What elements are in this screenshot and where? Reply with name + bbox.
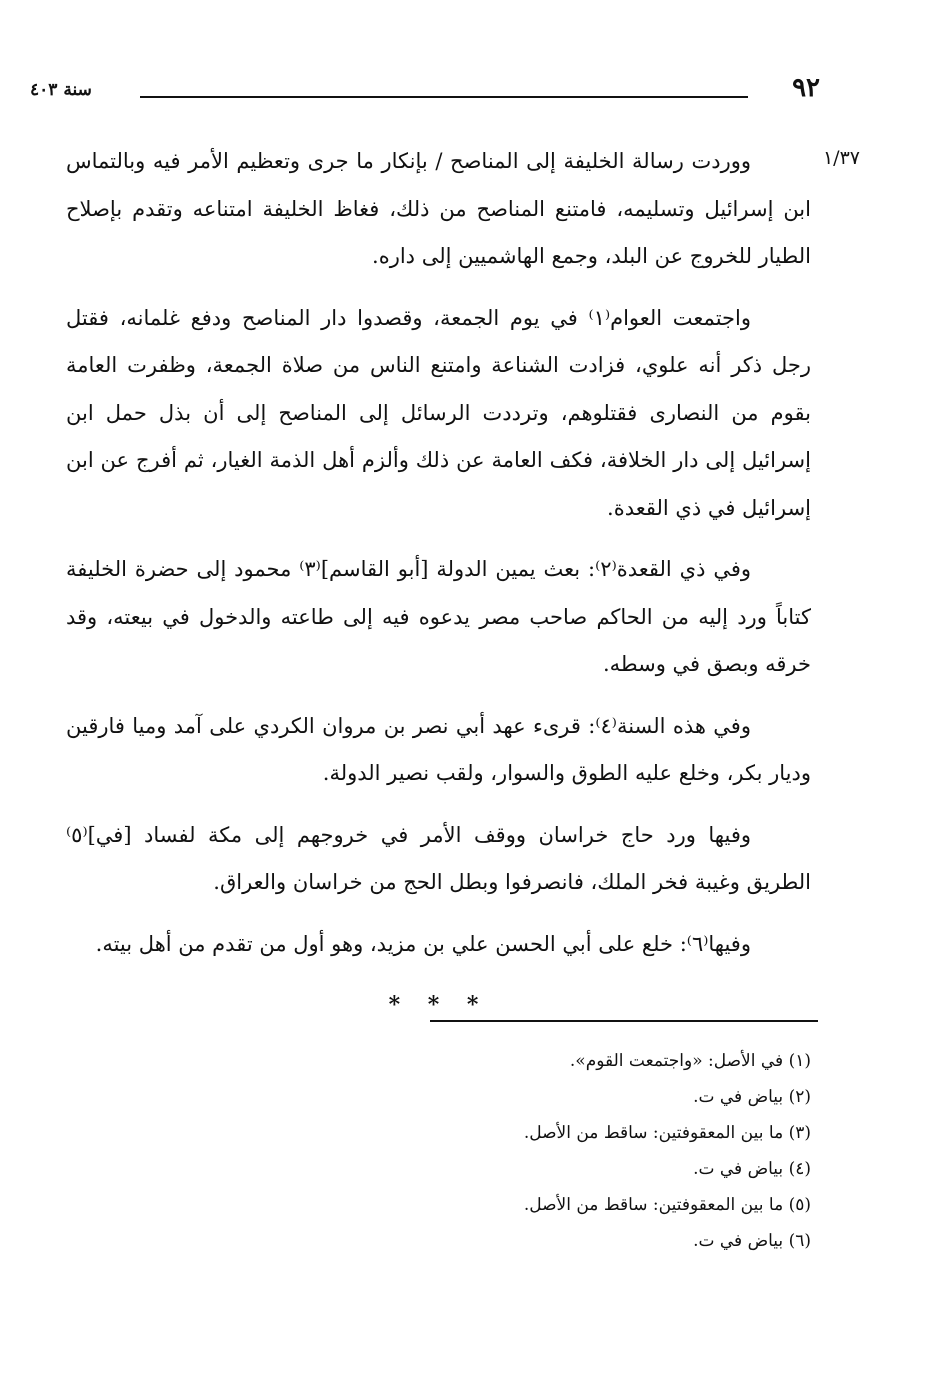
footnote: (٥) ما بين المعقوفتين: ساقط من الأصل. xyxy=(523,1195,811,1215)
running-header xyxy=(30,70,820,110)
main-text xyxy=(66,138,811,1030)
paragraph: واجتمعت العوام⁽١⁾ في يوم الجمعة، وقصدوا دار المناصح ودفع غلمانه، فقتل رجل ذكر أنه علوي، فزادت الشناعة وامتنع الناس من صلاة الجمعة، وظفرت العامة بقوم من النصارى فقتلوهم، وترددت الرسائل إلى المناصح إلى أن بذل حمل ابن إسرائيل إلى دار الخلافة، فكف العامة عن ذلك وألزم أهل الذمة الغيار، ثم أفرج عن ابن إسرائيل في ذي القعدة. xyxy=(66,305,811,520)
header-rule xyxy=(140,96,748,98)
section-separator: * * * xyxy=(388,992,489,1018)
footnote-rule xyxy=(430,1020,818,1022)
marginal-manuscript-ref: ١/٣٧ xyxy=(822,147,860,169)
footnote: (٢) بياض في ت. xyxy=(693,1087,811,1107)
paragraph: وفيها⁽٦⁾: خلع على أبي الحسن علي بن مزيد، وهو أول من تقدم من أهل بيته. xyxy=(95,931,751,956)
page-number: ٩٢ xyxy=(792,73,820,103)
running-head-year: سنة ٤٠٣ xyxy=(30,80,92,100)
footnotes xyxy=(251,1043,811,1259)
footnote: (١) في الأصل: «واجتمعت القوم». xyxy=(569,1051,811,1071)
paragraph: وفيها ورد حاج خراسان ووقف الأمر في خروجهم إلى مكة لفساد [في]⁽٥⁾ الطريق وغيبة فخر الملك، فانصرفوا وبطل الحج من خراسان والعراق. xyxy=(66,822,811,894)
paragraph: وفي هذه السنة⁽٤⁾: قرىء عهد أبي نصر بن مروان الكردي على آمد وميا فارقين وديار بكر، وخلع عليه الطوق والسوار، ولقب نصير الدولة. xyxy=(66,713,811,785)
paragraph: وفي ذي القعدة⁽٢⁾: بعث يمين الدولة [أبو القاسم]⁽٣⁾ محمود إلى حضرة الخليفة كتاباً ورد إليه من الحاكم صاحب مصر يدعوه فيه إلى طاعته والدخول في بيعته، وقد خرقه وبصق في وسطه. xyxy=(66,557,811,676)
footnote: (٤) بياض في ت. xyxy=(693,1159,811,1179)
footnote: (٦) بياض في ت. xyxy=(693,1231,811,1251)
paragraph: ووردت رسالة الخليفة إلى المناصح / بإنكار ما جرى وتعظيم الأمر فيه وبالتماس ابن إسرائيل وتسليمه، فامتنع المناصح من ذلك، فغاظ الخليفة امتناعه وتقدم بإصلاح الطيار للخروج عن البلد، وجمع الهاشميين إلى داره. xyxy=(66,149,811,268)
footnote: (٣) ما بين المعقوفتين: ساقط من الأصل. xyxy=(523,1123,811,1143)
